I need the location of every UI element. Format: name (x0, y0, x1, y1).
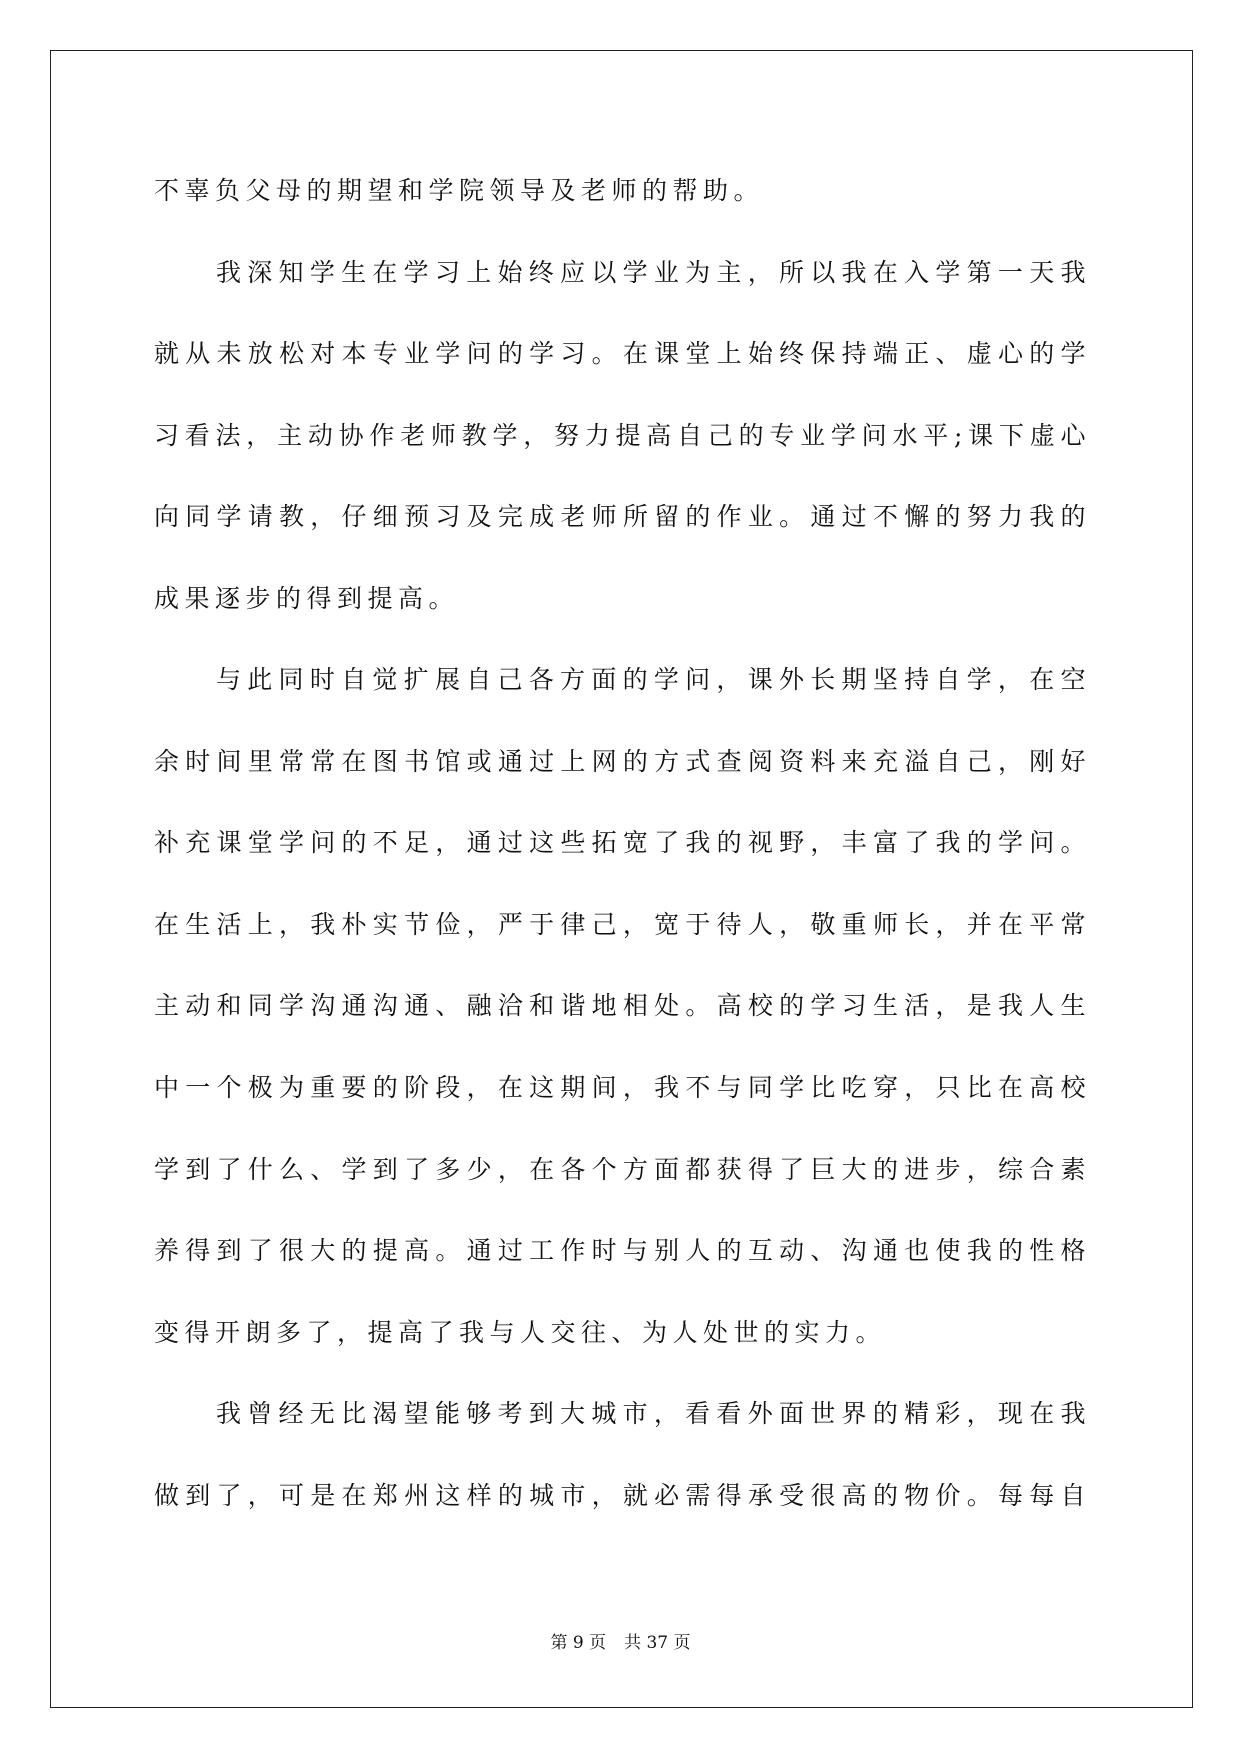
body-line: 在生活上，我朴实节俭，严于律己，宽于待人，敬重师长，并在平常 (154, 909, 1091, 939)
body-line: 与此同时自觉扩展自己各方面的学问，课外长期坚持自学，在空 (216, 665, 1091, 695)
body-line: 不辜负父母的期望和学院领导及老师的帮助。 (154, 176, 765, 205)
body-line: 余时间里常常在图书馆或通过上网的方式查阅资料来充溢自己，刚好 (154, 746, 1091, 776)
total-page-count: 共 37 页 (624, 1633, 691, 1653)
page-footer (0, 1632, 1241, 1654)
body-line: 补充课堂学问的不足，通过这些拓宽了我的视野，丰富了我的学问。 (154, 828, 1091, 858)
body-line: 我曾经无比渴望能够考到大城市，看看外面世界的精彩，现在我 (216, 1399, 1091, 1429)
paragraph (154, 639, 1091, 1373)
body-line: 我深知学生在学习上始终应以学业为主，所以我在入学第一天我 (216, 257, 1091, 287)
body-line: 主动和同学沟通沟通、融洽和谐地相处。高校的学习生活，是我人生 (154, 991, 1091, 1021)
body-line: 学到了什么、学到了多少，在各个方面都获得了巨大的进步，综合素 (154, 1154, 1091, 1184)
document-body (154, 150, 1091, 1536)
body-line: 变得开朗多了，提高了我与人交往、为人处世的实力。 (154, 1317, 887, 1347)
body-line: 习看法，主动协作老师教学，努力提高自己的专业学问水平;课下虚心 (154, 420, 1091, 450)
paragraph (154, 150, 1091, 232)
body-line: 就从未放松对本专业学问的学习。在课堂上始终保持端正、虚心的学 (154, 339, 1091, 369)
paragraph (154, 1373, 1091, 1536)
body-line: 成果逐步的得到提高。 (154, 583, 460, 613)
body-line: 养得到了很大的提高。通过工作时与别人的互动、沟通也使我的性格 (154, 1236, 1091, 1266)
body-line: 做到了，可是在郑州这样的城市，就必需得承受很高的物价。每每自 (154, 1480, 1091, 1510)
body-line: 中一个极为重要的阶段，在这期间，我不与同学比吃穿，只比在高校 (154, 1073, 1091, 1103)
current-page-number: 第 9 页 (550, 1633, 607, 1653)
paragraph (154, 232, 1091, 640)
body-line: 向同学请教，仔细预习及完成老师所留的作业。通过不懈的努力我的 (154, 502, 1091, 532)
